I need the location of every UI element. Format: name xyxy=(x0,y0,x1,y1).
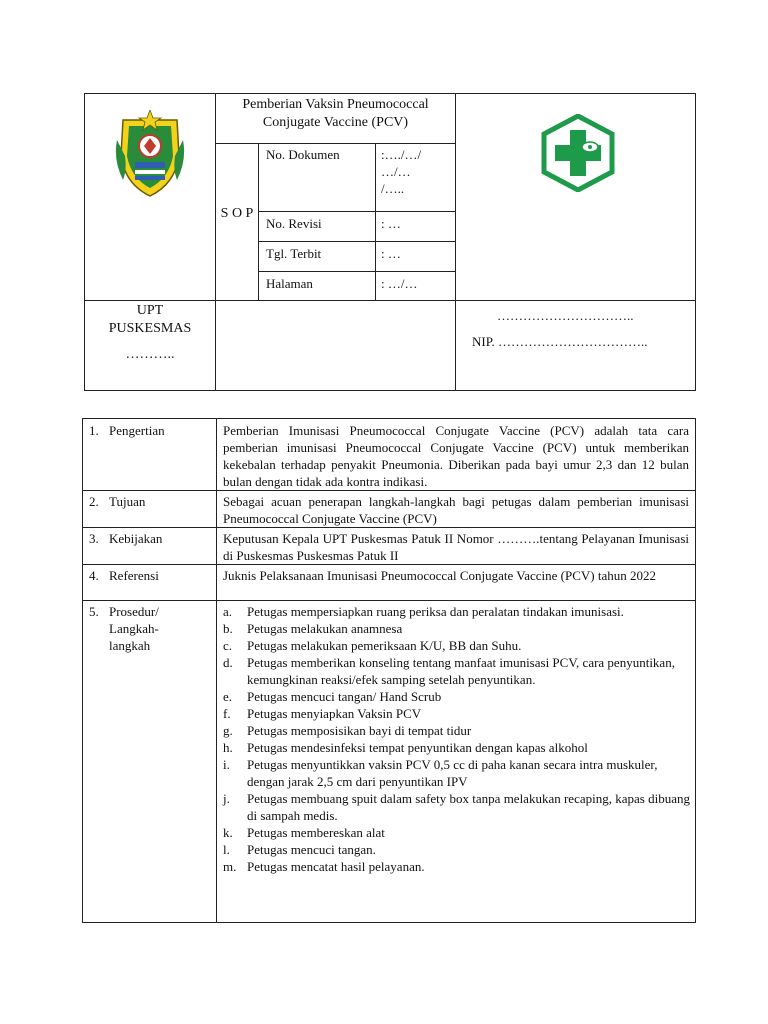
procedure-step-marker: g. xyxy=(223,723,233,738)
procedure-step-text: Petugas membereskan alat xyxy=(247,825,385,840)
row-label-kebijakan: Kebijakan xyxy=(109,531,163,546)
procedure-step-marker: l. xyxy=(223,842,230,857)
procedure-step xyxy=(217,654,691,688)
field-label-halaman: Halaman xyxy=(266,276,313,291)
procedure-step-marker: f. xyxy=(223,706,231,721)
procedure-step xyxy=(217,620,691,637)
procedure-step-text: Petugas melakukan pemeriksaan K/U, BB dan Suhu. xyxy=(247,638,522,653)
procedure-step-text: Petugas menyiapkan Vaksin PCV xyxy=(247,706,422,721)
procedure-step xyxy=(217,824,691,841)
row-label-prosedur: Langkah- xyxy=(109,621,159,636)
org-name-line: ……….. xyxy=(125,347,175,362)
field-value-no-dokumen: :…./…/ xyxy=(381,147,422,162)
row-label-prosedur: langkah xyxy=(109,638,151,653)
procedure-step xyxy=(217,722,691,739)
row-label-prosedur: Prosedur/ xyxy=(109,604,159,619)
puskesmas-logo xyxy=(540,114,616,192)
row-number: 3. xyxy=(89,531,99,546)
document-title: Pemberian Vaksin Pneumococcal Conjugate Vaccine (PCV) xyxy=(242,97,429,130)
procedure-step xyxy=(217,858,691,875)
procedure-step-marker: i. xyxy=(223,757,230,772)
nip-line: NIP. …………………………….. xyxy=(472,334,648,349)
sop-content-table xyxy=(82,418,696,923)
row-label-referensi: Referensi xyxy=(109,568,159,583)
procedure-step-text: Petugas mencatat hasil pelayanan. xyxy=(247,859,425,874)
procedure-step-text: Petugas mempersiapkan ruang periksa dan peralatan tindakan imunisasi. xyxy=(247,604,624,619)
procedure-step xyxy=(217,637,691,654)
procedure-step-text: Petugas mencuci tangan. xyxy=(247,842,376,857)
procedure-step-marker: e. xyxy=(223,689,233,704)
row-text-referensi: Juknis Pelaksanaan Imunisasi Pneumococcal Conjugate Vaccine (PCV) tahun 2022 xyxy=(223,568,657,583)
row-number: 5. xyxy=(89,604,99,619)
procedure-step-marker: d. xyxy=(223,655,233,670)
procedure-step xyxy=(217,688,691,705)
field-value-halaman: : …/… xyxy=(381,276,418,291)
org-name-line: PUSKESMAS xyxy=(108,321,192,336)
regency-emblem-logo xyxy=(115,110,185,202)
field-label-no-revisi: No. Revisi xyxy=(266,216,322,231)
procedure-step-text: Petugas melakukan anamnesa xyxy=(247,621,403,636)
procedure-step-marker: j. xyxy=(223,791,230,806)
signature-line: ………………………….. xyxy=(497,308,634,323)
org-name-line: UPT xyxy=(136,303,164,318)
row-text-pengertian: Pemberian Imunisasi Pneumococcal Conjugate Vaccine (PCV) adalah tata cara pemberian imunisasi Pneumococcal Conjugate Vaccine (PCV) untuk memberikan kekebalan terhadap penyakit Pneumonia. Diberikan pada bayi umur 2,3 dan 12 bulan bulan dengan tidak ada kontra indikasi. xyxy=(223,423,689,489)
procedure-step-marker: k. xyxy=(223,825,233,840)
procedure-step xyxy=(217,739,691,756)
row-text-tujuan: Sebagai acuan penerapan langkah-langkah bagi petugas dalam pemberian imunisasi Pneumococcal Conjugate Vaccine (PCV) xyxy=(223,494,689,526)
procedure-step-marker: a. xyxy=(223,604,233,619)
procedure-step xyxy=(217,790,691,824)
procedure-step-text: Petugas mendesinfeksi tempat penyuntikan dengan kapas alkohol xyxy=(247,740,588,755)
procedure-step-text: Petugas menyuntikkan vaksin PCV 0,5 cc di paha kanan secara intra muskuler, dengan jarak 2,5 cm dari penyuntikan IPV xyxy=(247,757,658,789)
row-label-pengertian: Pengertian xyxy=(109,423,165,438)
procedure-step-marker: c. xyxy=(223,638,233,653)
procedure-step xyxy=(217,705,691,722)
procedure-step xyxy=(217,841,691,858)
procedure-step-text: Petugas mencuci tangan/ Hand Scrub xyxy=(247,689,442,704)
procedure-step-text: Petugas memposisikan bayi di tempat tidur xyxy=(247,723,472,738)
procedure-step xyxy=(217,603,691,620)
procedure-steps xyxy=(217,603,691,875)
row-text-kebijakan: Keputusan Kepala UPT Puskesmas Patuk II Nomor ……….tentang Pelayanan Imunisasi di Puskesmas Puskesmas Patuk II xyxy=(223,531,689,563)
field-value-no-dokumen: …/… xyxy=(381,164,411,179)
procedure-step-text: Petugas memberikan konseling tentang manfaat imunisasi PCV, cara penyuntikan, kemungkinan reaksi/efek samping setelah penyuntikan. xyxy=(247,655,675,687)
field-value-no-revisi: : … xyxy=(381,216,401,231)
row-label-tujuan: Tujuan xyxy=(109,494,146,509)
sop-header-table xyxy=(84,93,696,391)
row-number: 2. xyxy=(89,494,99,509)
procedure-step xyxy=(217,756,691,790)
procedure-step-text: Petugas membuang spuit dalam safety box tanpa melakukan recaping, kapas dibuang di sampah medis. xyxy=(247,791,690,823)
field-value-no-dokumen: /….. xyxy=(381,181,405,196)
field-value-tgl-terbit: : … xyxy=(381,246,401,261)
sop-label: S O P xyxy=(220,206,254,221)
field-label-tgl-terbit: Tgl. Terbit xyxy=(266,246,322,261)
field-label-no-dokumen: No. Dokumen xyxy=(266,147,340,162)
procedure-step-marker: m. xyxy=(223,859,237,874)
procedure-step-marker: h. xyxy=(223,740,233,755)
row-number: 4. xyxy=(89,568,99,583)
procedure-step-marker: b. xyxy=(223,621,233,636)
row-number: 1. xyxy=(89,423,99,438)
